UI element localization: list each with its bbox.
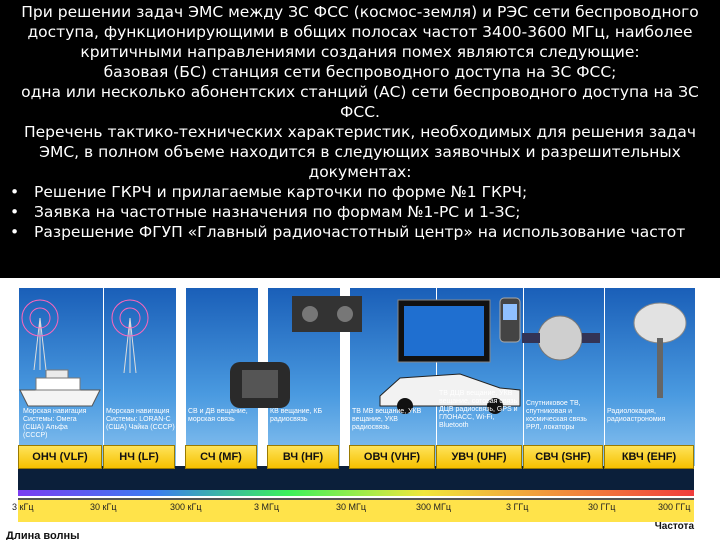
band-label-mf: СЧ (MF) <box>185 445 257 469</box>
phone-icon <box>500 298 520 342</box>
tick-label: 30 МГц <box>336 502 367 512</box>
tick-label: 30 кГц <box>90 502 117 512</box>
axis-title: Частота <box>654 521 694 532</box>
band-label-vhf: ОВЧ (VHF) <box>349 445 435 469</box>
list-item-text: Разрешение ФГУП «Главный радиочастотный центр» на использование частот <box>34 223 686 241</box>
wavelength-label: Длина волны <box>6 530 80 540</box>
bullet-icon: • <box>10 223 20 241</box>
tick-label: 30 ГГц <box>588 502 616 512</box>
caption-vlf: Морская навигация Системы: Омега (США) Альфа (СССР) <box>23 408 87 439</box>
documents-list <box>0 182 720 242</box>
band-label-uhf: УВЧ (UHF) <box>436 445 522 469</box>
list-item <box>0 202 720 222</box>
tick-label: 300 ГГц <box>658 502 691 512</box>
band-label-shf: СВЧ (SHF) <box>523 445 603 469</box>
frequency-axis <box>12 498 694 522</box>
satellite-icon <box>522 316 600 360</box>
caption-shf: Спутниковое ТВ, спутниковая и космическая связь РРЛ, локаторы <box>526 400 587 431</box>
tick-label: 3 МГц <box>254 502 280 512</box>
caption-ehf: Радиолокация, радиоастрономия <box>607 408 666 423</box>
bullet-icon: • <box>10 183 20 201</box>
bs-line: базовая (БС) станция сети беспроводного доступа на ЗС ФСС; <box>103 63 617 81</box>
caption-mf: СВ и ДВ вещание, морская связь <box>188 408 248 423</box>
radio-icon <box>230 296 362 408</box>
list-item <box>0 182 720 202</box>
caption-vhf: ТВ МВ вещание, УКВ вещание, УКВ радиосвязь <box>352 408 422 431</box>
documents-paragraph: Перечень тактико-технических характеристик, необходимых для решения задач ЭМС, в полном объеме находится в следующих заявочных и разрешительных документах: <box>23 123 696 181</box>
tower-icon <box>22 300 148 373</box>
list-item <box>0 222 720 242</box>
tick-label: 300 МГц <box>416 502 452 512</box>
tv-icon <box>398 300 490 362</box>
band-label-vlf: ОНЧ (VLF) <box>18 445 102 469</box>
caption-lf: Морская навигация Системы: LORAN-C (США) Чайка (СССР) <box>106 408 175 431</box>
tick-label: 300 кГц <box>170 502 202 512</box>
caption-uhf: ТВ ДЦВ вещание, УКВ вещание, сотовая связь ДЦВ радиосвязь, GPS и ГЛОНАСС, Wi-Fi, Bluetooth <box>439 390 518 429</box>
tick-label: 3 ГГц <box>506 502 529 512</box>
dish-icon <box>634 303 686 398</box>
band-labels <box>18 445 694 469</box>
ship-icon <box>20 370 100 406</box>
band-label-ehf: КВЧ (EHF) <box>604 445 694 469</box>
band-label-lf: НЧ (LF) <box>103 445 175 469</box>
intro-paragraph: При решении задач ЭМС между ЗС ФСС (космос-земля) и РЭС сети беспроводного доступа, функционирующими в общих полосах частот 3400-3600 МГц, наиболее критичными направлениями создания помех являются следующие: <box>21 3 699 61</box>
tick-label: 3 кГц <box>12 502 34 512</box>
caption-hf: КВ вещание, КБ радиосвязь <box>270 408 323 423</box>
band-label-hf: ВЧ (HF) <box>267 445 339 469</box>
spectrum-figure <box>0 278 720 540</box>
spectrum-colorbar <box>18 490 694 496</box>
as-line: одна или несколько абонентских станций (АС) сети беспроводного доступа на ЗС ФСС. <box>21 83 699 121</box>
bullet-icon: • <box>10 203 20 221</box>
list-item-text: Решение ГКРЧ и прилагаемые карточки по форме №1 ГКРЧ; <box>34 183 528 201</box>
list-item-text: Заявка на частотные назначения по формам №1-РС и 1-ЗС; <box>34 203 521 221</box>
